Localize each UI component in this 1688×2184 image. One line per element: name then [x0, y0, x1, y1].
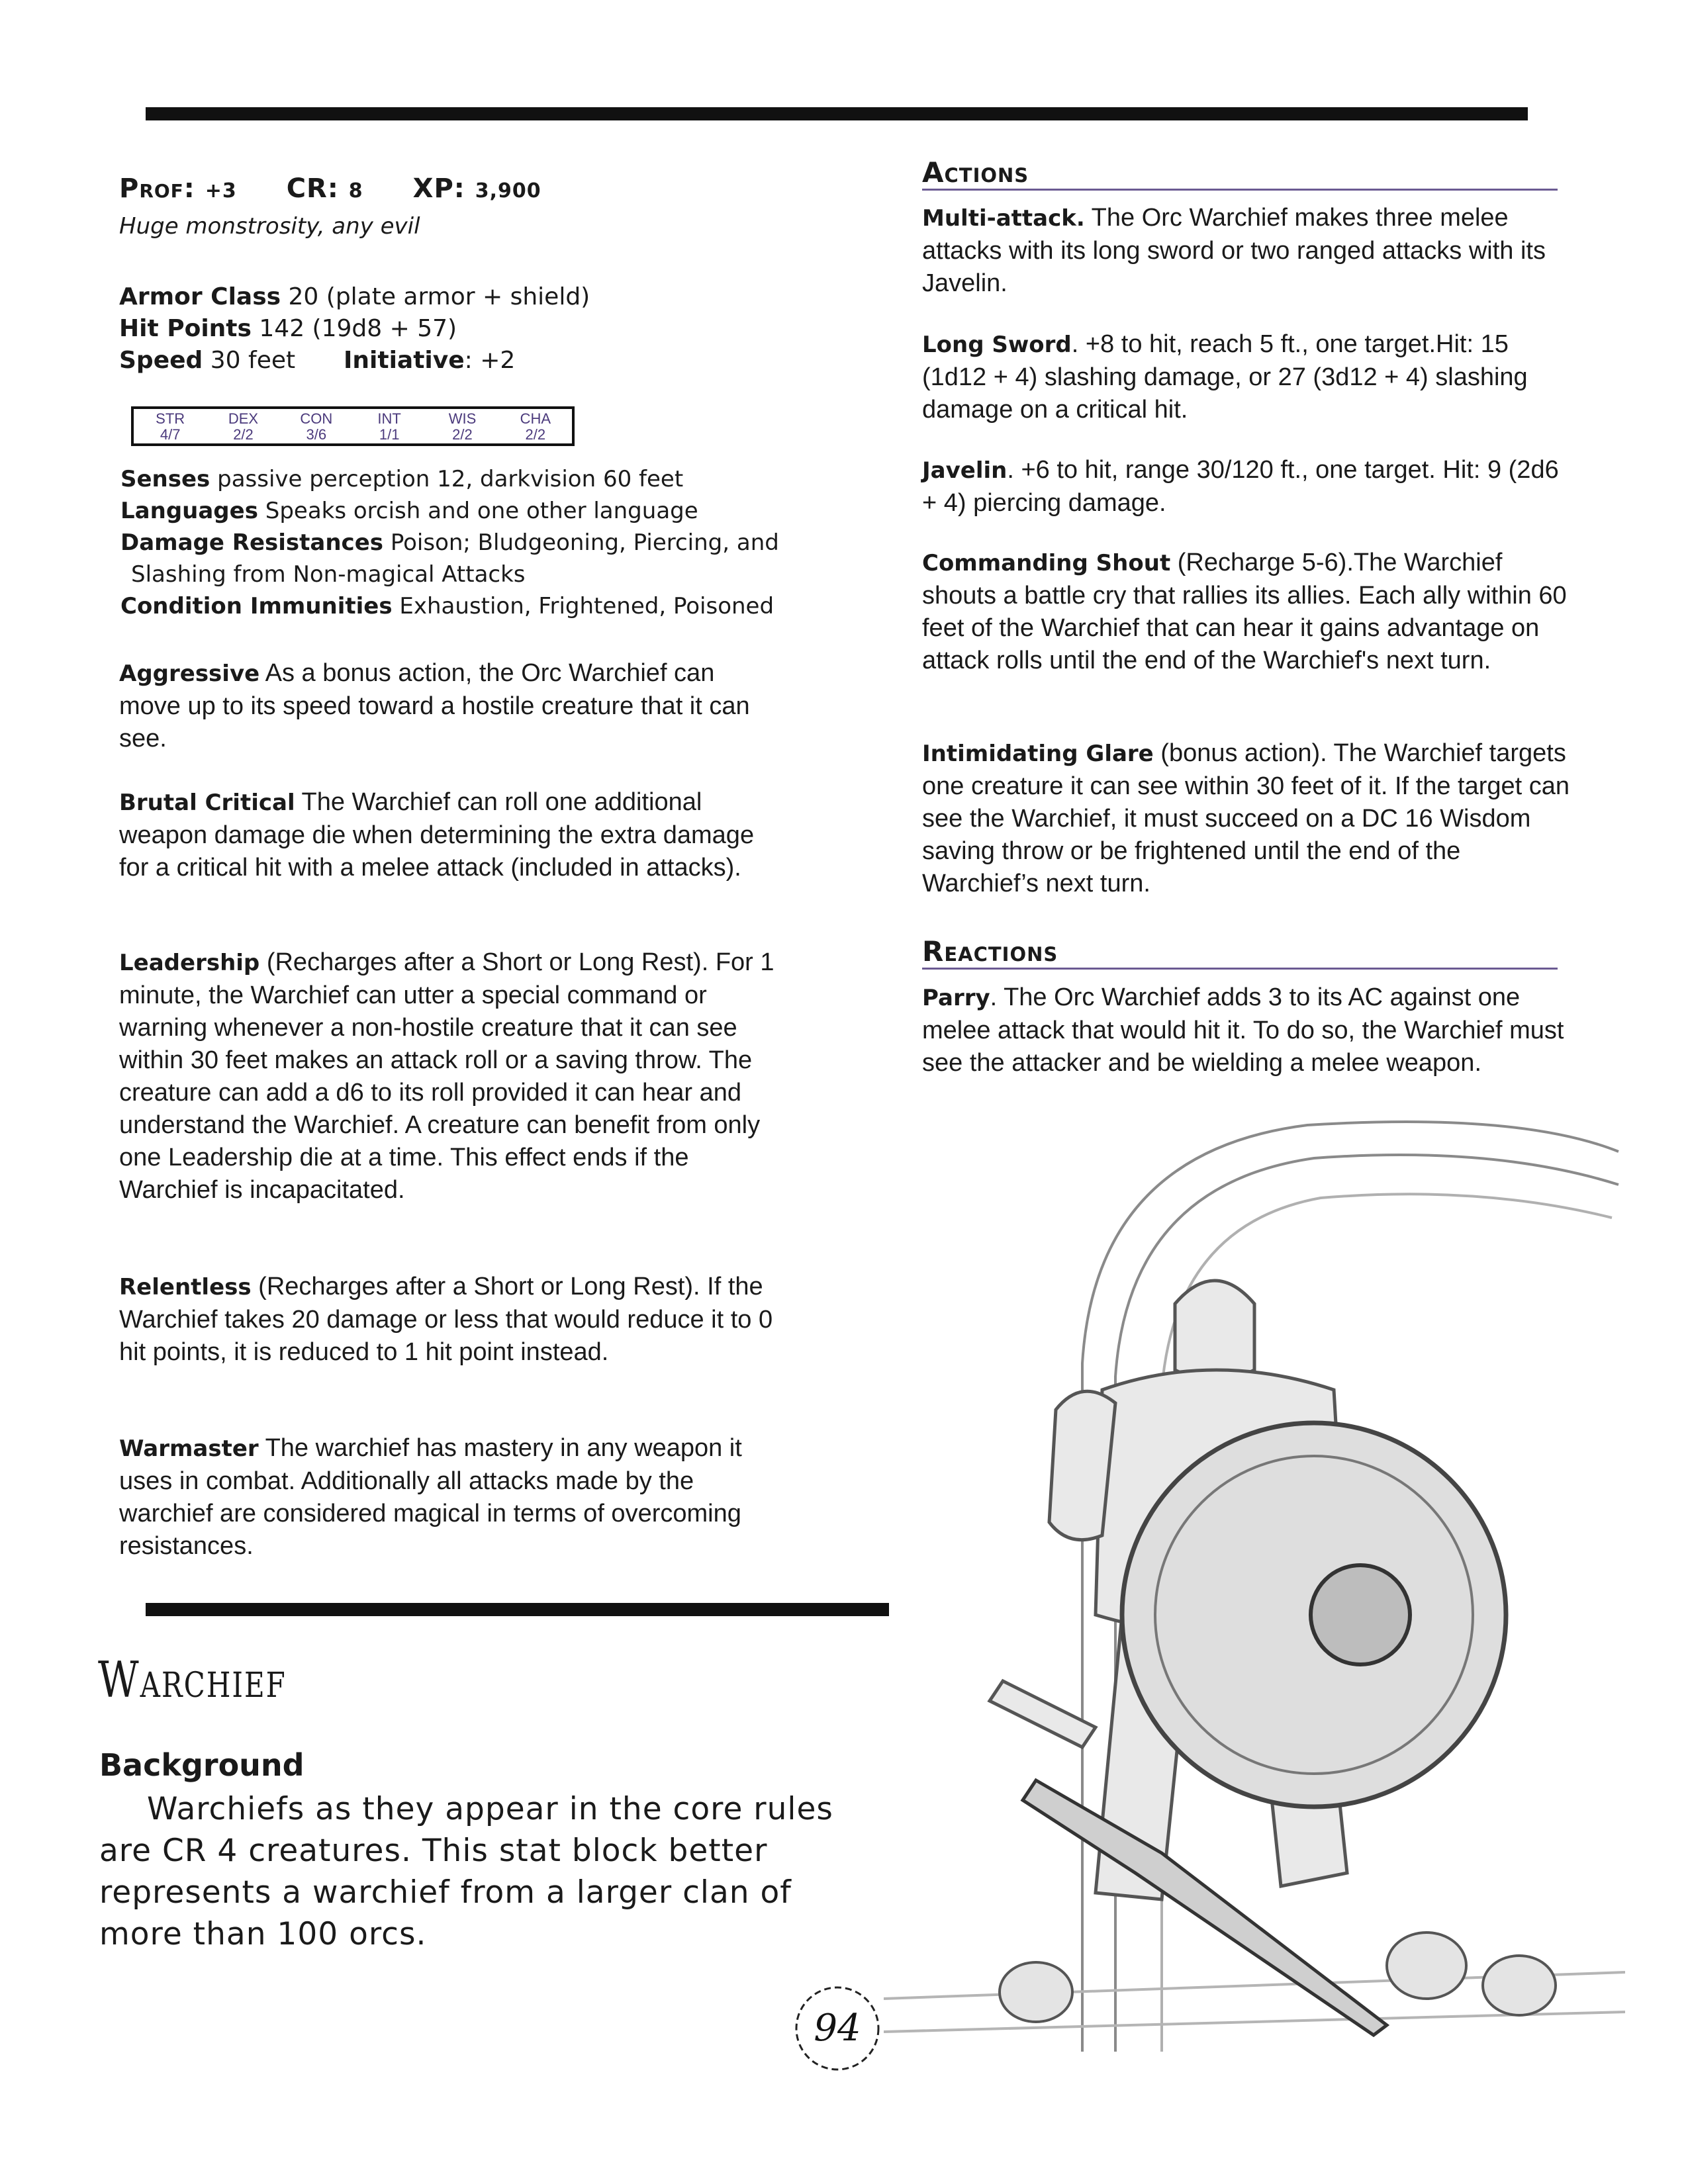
- ability-name: WIS: [448, 410, 477, 427]
- ability-cell: [353, 409, 426, 443]
- speed-value: 30 feet: [210, 347, 296, 374]
- ability-name: CHA: [520, 410, 551, 427]
- trait-text: The Warchief can roll one additional weapon damage die when determining the extra damage for a critical hit with a melee attack (included in attacks).: [119, 788, 755, 882]
- ability-name: STR: [156, 410, 185, 427]
- damage-resistances-label: Damage Resistances: [120, 529, 383, 556]
- helmet: [1175, 1281, 1254, 1380]
- initiative-value: : +2: [464, 347, 516, 374]
- damage-resistances-row: [120, 527, 782, 559]
- condition-immunities-value: Exhaustion, Frightened, Poisoned: [399, 593, 774, 619]
- hit-points-label: Hit Points: [119, 315, 252, 342]
- languages-row: [120, 495, 782, 527]
- background-heading: Background: [99, 1747, 305, 1783]
- prof-label: Prof:: [119, 173, 195, 204]
- hit-points-row: [119, 313, 590, 345]
- xp-label: XP:: [412, 173, 465, 204]
- languages-value: Speaks orcish and one other language: [265, 498, 698, 524]
- creature-type: Huge monstrosity, any evil: [119, 213, 420, 240]
- trait-brutal-critical: [119, 786, 774, 884]
- condition-immunities-label: Condition Immunities: [120, 593, 393, 619]
- ability-cell: [426, 409, 498, 443]
- ability-cell: [280, 409, 353, 443]
- action-text: (bonus action). The Warchief targets one creature it can see within 30 feet of it. If the target can see the Warchief, it must succeed on a DC 16 Wisdom saving throw or be frightened until the end of the Warchief’s next turn.: [922, 739, 1570, 897]
- ability-value: 2/2: [525, 426, 546, 443]
- section-rule: [146, 1603, 889, 1616]
- top-rule: [146, 107, 1528, 120]
- ability-name: INT: [377, 410, 401, 427]
- prof-value: +3: [205, 179, 237, 203]
- ability-cell: [207, 409, 279, 443]
- ability-name: CON: [300, 410, 333, 427]
- xp-value: 3,900: [475, 179, 541, 203]
- ability-value: 1/1: [379, 426, 400, 443]
- action-commanding-shout: [922, 547, 1577, 677]
- damage-resistances-value: Poison; Bludgeoning, Piercing, and: [390, 529, 779, 556]
- damage-resistances-continued: Slashing from Non-magical Attacks: [131, 561, 526, 588]
- trait-warmaster: [119, 1432, 774, 1563]
- senses-value: passive perception 12, darkvision 60 feet: [217, 466, 684, 492]
- senses-block: [120, 463, 782, 622]
- action-text: The Orc Warchief makes three melee attacks with its long sword or two ranged attacks with its Javelin.: [922, 204, 1546, 297]
- ability-name: DEX: [228, 410, 259, 427]
- languages-label: Languages: [120, 498, 258, 524]
- senses-row: [120, 463, 782, 495]
- reaction-parry: [922, 981, 1577, 1079]
- ability-score-table: [131, 406, 575, 446]
- action-javelin: [922, 454, 1577, 520]
- shoulder-pauldron: [1049, 1391, 1115, 1539]
- speed-row: [119, 345, 590, 377]
- action-name: Long Sword: [922, 332, 1072, 358]
- senses-label: Senses: [120, 466, 211, 492]
- background-paragraph: Warchiefs as they appear in the core rules are CR 4 creatures. This stat block better represents a warchief from a larger clan of more than 100 orcs.: [99, 1791, 833, 1952]
- trait-name: Warmaster: [119, 1435, 259, 1462]
- armor-class-label: Armor Class: [119, 283, 281, 310]
- condition-immunities-row: [120, 590, 782, 622]
- action-multiattack: [922, 202, 1577, 300]
- hit-points-value: 142 (19d8 + 57): [259, 315, 457, 342]
- trait-text: (Recharges after a Short or Long Rest). If the Warchief takes 20 damage or less that would reduce it to 0 hit points, it is reduced to 1 hit point instead.: [119, 1273, 773, 1366]
- trait-leadership: [119, 946, 774, 1206]
- action-text: (Recharge 5-6).The Warchief shouts a battle cry that rallies its allies. Each ally within 60 feet of the Warchief that can hear it gains advantage on attack rolls until the end of the Warchief's next turn.: [922, 549, 1567, 674]
- initiative-label: Initiative: [344, 347, 465, 374]
- armor-class-row: [119, 281, 590, 313]
- trait-name: Aggressive: [119, 660, 260, 687]
- action-text: . +8 to hit, reach 5 ft., one target.Hit: 15 (1d12 + 4) slashing damage, or 27 (3d12 + 4) slashing damage on a critical hit.: [922, 330, 1528, 424]
- speed-label: Speed: [119, 347, 203, 374]
- action-name: Intimidating Glare: [922, 741, 1154, 767]
- trait-text: The warchief has mastery in any weapon it uses in combat. Additionally all attacks made by the warchief are considered magical in terms of overcoming resistances.: [119, 1434, 742, 1560]
- action-name: Multi-attack.: [922, 205, 1085, 232]
- action-name: Commanding Shout: [922, 550, 1171, 576]
- page-number: 94: [814, 2007, 861, 2050]
- core-attributes: [119, 281, 590, 377]
- page-number-badge: [788, 1976, 887, 2081]
- armor-class-value: 20 (plate armor + shield): [288, 283, 590, 310]
- ability-value: 2/2: [452, 426, 473, 443]
- ability-cell: [134, 409, 207, 443]
- section-title: Warchief: [98, 1651, 287, 1709]
- trait-relentless: [119, 1271, 774, 1369]
- stat-line: [119, 173, 581, 204]
- cr-label: CR:: [286, 173, 339, 204]
- cr-value: 8: [348, 179, 363, 203]
- mace-head: [990, 1681, 1096, 1747]
- ability-value: 4/7: [160, 426, 181, 443]
- action-intimidating-glare: [922, 737, 1577, 900]
- trait-name: Brutal Critical: [119, 790, 295, 816]
- reactions-heading: Reactions: [922, 935, 1558, 970]
- ability-value: 3/6: [306, 426, 327, 443]
- reaction-name: Parry: [922, 985, 990, 1011]
- warchief-illustration: [884, 1112, 1625, 2052]
- trait-aggressive: [119, 657, 774, 755]
- trait-name: Relentless: [119, 1274, 252, 1300]
- round-shield: [1122, 1423, 1506, 1807]
- reaction-text: . The Orc Warchief adds 3 to its AC against one melee attack that would hit it. To do so, the Warchief must see the attacker and be wielding a melee weapon.: [922, 983, 1564, 1077]
- ability-value: 2/2: [233, 426, 254, 443]
- trait-text: As a bonus action, the Orc Warchief can move up to its speed toward a hostile creature that it can see.: [119, 659, 750, 752]
- background-text: [99, 1788, 841, 1955]
- ability-cell: [499, 409, 572, 443]
- action-long-sword: [922, 328, 1577, 426]
- trait-text: (Recharges after a Short or Long Rest). For 1 minute, the Warchief can utter a special command or warning whenever a non-hostile creature that it can see within 30 feet makes an attack roll or a saving throw. The creature can add a d6 to its roll provided it can hear and understand the Warchief. A creature can benefit from only one Leadership die at a time. This effect ends if the Warchief is incapacitated.: [119, 948, 774, 1204]
- trait-name: Leadership: [119, 950, 260, 976]
- action-text: . +6 to hit, range 30/120 ft., one target. Hit: 9 (2d6 + 4) piercing damage.: [922, 456, 1559, 517]
- actions-heading: Actions: [922, 156, 1558, 191]
- action-name: Javelin: [922, 457, 1008, 484]
